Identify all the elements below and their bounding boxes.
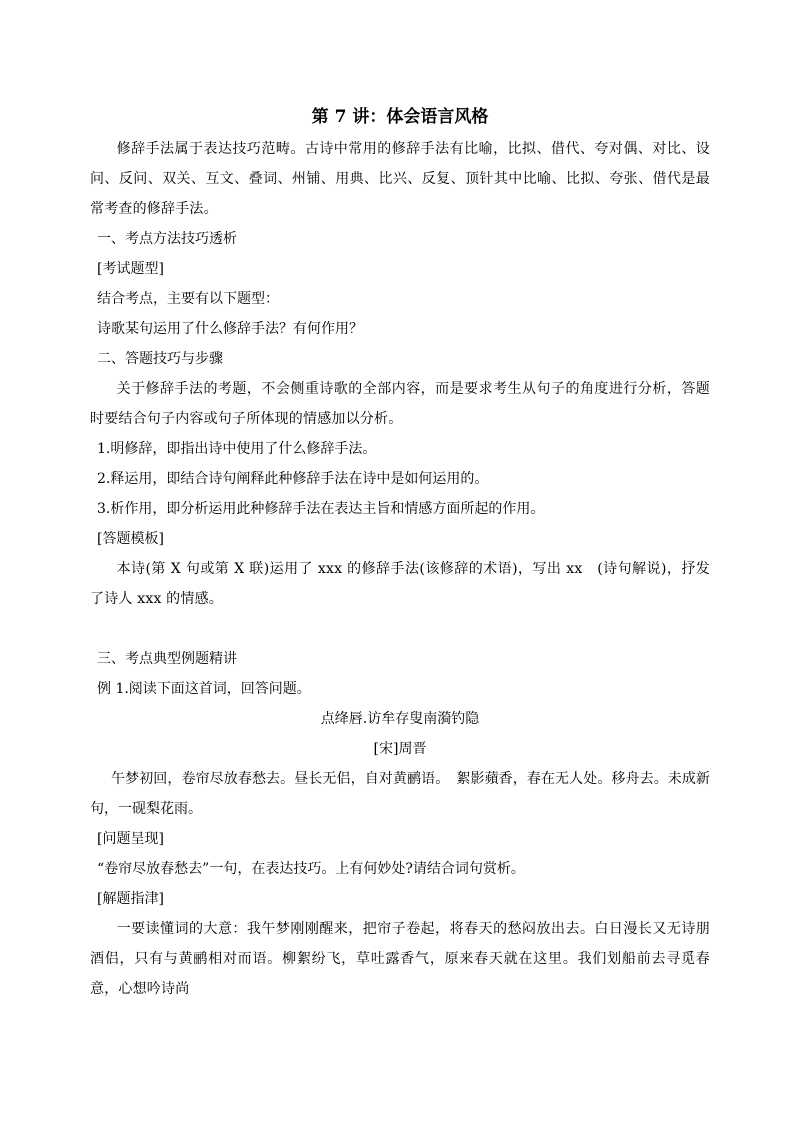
step-item: 2.释运用，即结合诗句阐释此种修辞手法在诗中是如何运用的。: [97, 471, 489, 487]
exam-question: 诗歌某句运用了什么修辞手法？有何作用？: [97, 321, 363, 337]
section-heading-3: 三、考点典型例题精讲: [97, 651, 237, 667]
template-paragraph: 本诗(第 X 句或第 X 联)运用了 xxx 的修辞手法(该修辞的术语)，写出 xx (诗句解说)，抒发了诗人 xxx 的情感。: [90, 561, 710, 607]
page-title: 第 7 讲：体会语言风格: [311, 107, 489, 127]
guide-paragraph: 一要读懂词的大意：我午梦刚刚醒来，把帘子卷起，将春天的愁闷放出去。白日漫长又无诗朋酒侣，只有与黄鹂相对而语。柳絮纷飞，草吐露香气，原来春天就在这里。我们划船前去寻觅春意，心想吟诗尚: [90, 921, 710, 997]
question-text: “卷帘尽放春愁去”一句，在表达技巧。上有何妙处?请结合词句赏析。: [97, 861, 525, 877]
step-item: 3.析作用，即分析运用此种修辞手法在表达主旨和情感方面所起的作用。: [97, 501, 545, 517]
section-heading-1: 一、考点方法技巧透析: [97, 231, 237, 247]
step-item: 1.明修辞，即指出诗中使用了什么修辞手法。: [97, 441, 377, 457]
approach-paragraph: 关于修辞手法的考题，不会侧重诗歌的全部内容，而是要求考生从句子的角度进行分析，答题时要结合句子内容或句子所体现的情感加以分析。: [90, 381, 710, 427]
exam-type-intro: 结合考点，主要有以下题型：: [97, 291, 279, 307]
exam-type-label: [考试题型]: [97, 261, 164, 277]
template-label: [答题模板]: [97, 531, 164, 547]
question-label: [问题呈现]: [97, 831, 164, 847]
intro-paragraph: 修辞手法属于表达技巧范畴。古诗中常用的修辞手法有比喻，比拟、借代、夸对偶、对比、设问、反问、双关、互文、叠词、州铺、用典、比兴、反复、顶针其中比喻、比拟、夸张、借代是最常考查的修辞手法。: [90, 141, 710, 217]
poem-title: 点绛唇.访牟存叟南漪钓隐: [320, 711, 480, 727]
section-heading-2: 二、答题技巧与步骤: [97, 351, 223, 367]
document-page: [90, 100, 710, 1004]
spacer: [90, 614, 710, 644]
example-intro: 例 1.阅读下面这首词，回答问题。: [97, 681, 311, 697]
poem-author: [宋]周晋: [373, 741, 427, 757]
poem-text: 午梦初回，卷帘尽放春愁去。昼长无侣，自对黄鹂语。 絮影蘋香，春在无人处。移舟去。未成新句，一砚梨花雨。: [90, 771, 710, 817]
guide-label: [解题指津]: [97, 891, 164, 907]
